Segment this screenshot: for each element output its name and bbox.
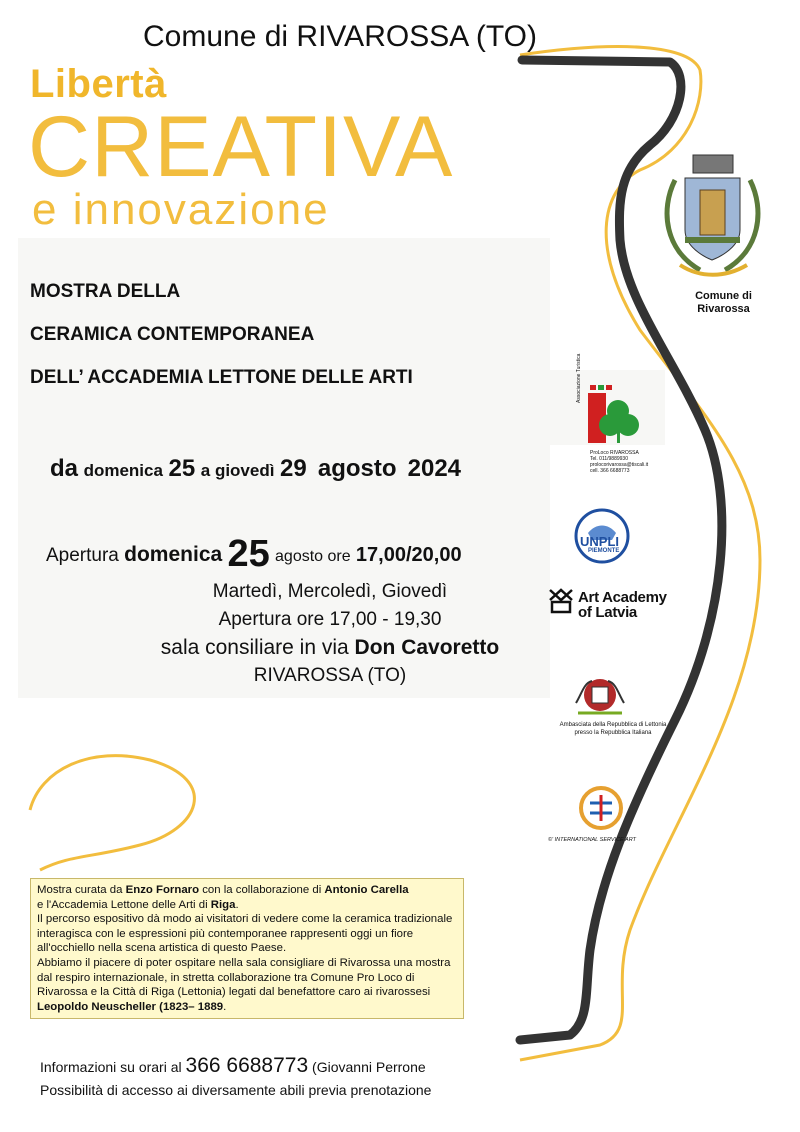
- schedule-hours: Apertura ore 17,00 - 19,30: [218, 609, 442, 630]
- date-range: [50, 455, 461, 483]
- date-agio: a giovedì: [200, 461, 275, 480]
- schedule-place: [40, 634, 620, 662]
- unpli-sub: PIEMONTE: [588, 548, 620, 554]
- latvia-emblem-icon: [570, 673, 630, 718]
- collaborator-name: Antonio Carella: [324, 884, 409, 896]
- date-month: agosto: [317, 455, 397, 482]
- isa-logo: [548, 785, 678, 850]
- note-text: Mostra curata da: [37, 884, 126, 896]
- footer-prefix: Informazioni su orari al: [40, 1059, 182, 1075]
- academy-line1: Art Academy: [578, 589, 667, 606]
- coat-of-arms: [655, 150, 770, 315]
- note-line-2: [37, 898, 457, 913]
- city-name: Riga: [210, 898, 236, 911]
- note-text: .: [223, 1000, 227, 1013]
- opening-label: Apertura: [46, 545, 119, 566]
- curator-note: [30, 878, 464, 1019]
- title-line: MOSTRA DELLA: [30, 281, 181, 302]
- schedule-info: [40, 578, 620, 690]
- note-line-1: [37, 883, 457, 898]
- exhibition-title: [30, 270, 413, 399]
- embassy-line2: presso la Repubblica Italiana: [574, 730, 652, 736]
- footer-phone: 366 6688773: [185, 1054, 309, 1077]
- note-paragraph-4: [37, 956, 457, 1014]
- note-text: .: [235, 898, 239, 911]
- art-academy-logo: [548, 588, 668, 633]
- date-start: 25: [168, 455, 196, 482]
- embassy-line1: Ambasciata della Repubblica di Lettonia: [559, 722, 667, 728]
- schedule-city: RIVAROSSA (TO): [253, 665, 407, 686]
- benefactor-name: Leopoldo Neuscheller (1823– 1889: [37, 1000, 224, 1013]
- opening-time: 17,00/20,00: [355, 544, 462, 566]
- opening-num: 25: [227, 533, 270, 575]
- title-line: CERAMICA CONTEMPORANEA: [30, 324, 315, 345]
- proloco-name: ProLoco RIVAROSSA: [590, 450, 639, 456]
- clover-icon: [578, 383, 648, 445]
- title-line: DELL’ ACCADEMIA LETTONE DELLE ARTI: [30, 367, 413, 388]
- isa-label: ©' INTERNATIONAL SERVICE ART: [548, 837, 636, 843]
- place-prefix: sala consiliare in via: [160, 636, 349, 659]
- schedule-days: Martedì, Mercoledì, Giovedì: [212, 581, 448, 602]
- footer-access: Possibilità di accesso ai diversamente abili previa prenotazione: [40, 1082, 432, 1098]
- opening-rest: agosto ore: [275, 548, 351, 565]
- note-text: e l'Accademia Lettone delle Arti di: [37, 898, 211, 911]
- proloco-side-text: Associazione Turistica: [576, 353, 582, 403]
- academy-icon: [548, 588, 574, 614]
- unpli-logo: [572, 508, 632, 578]
- proloco-logo: [576, 353, 658, 483]
- academy-line2: of Latvia: [578, 604, 637, 621]
- note-paragraph-3: Il percorso espositivo dà modo ai visitatori di vedere come la ceramica tradizionale interagisca con le espressioni più contemporanee rappresenti oggi un fiore all'occhiello nella scena artistica di questo Paese.: [37, 913, 453, 955]
- date-da: da: [50, 455, 79, 482]
- headline-innovazione: e innovazione: [32, 185, 330, 234]
- curator-name: Enzo Fornaro: [125, 884, 200, 896]
- coat-label-1: Comune di: [695, 290, 752, 302]
- date-year: 2024: [407, 455, 462, 482]
- opening-line: [46, 528, 462, 575]
- note-text: con la collaborazione di: [199, 884, 325, 896]
- proloco-email: prolocorivarossa@tiscali.it: [590, 462, 649, 468]
- town-header: Comune di RIVAROSSA (TO): [142, 20, 537, 53]
- proloco-tel: Tel. 011/9889930: [590, 456, 628, 462]
- headline-creativa: CREATIVA: [28, 99, 454, 195]
- headline-liberta: Libertà: [30, 62, 167, 106]
- embassy-logo: [538, 673, 688, 743]
- footer-person: (Giovanni Perrone: [312, 1059, 426, 1075]
- footer-info: [40, 1054, 426, 1078]
- coat-label-2: Rivarossa: [697, 303, 750, 315]
- isa-icon: [578, 785, 624, 831]
- place-name: Don Cavoretto: [354, 636, 500, 659]
- date-end: 29: [280, 455, 307, 482]
- coat-of-arms-icon: [655, 150, 770, 285]
- opening-day: domenica: [124, 543, 223, 566]
- yellow-swoosh-left: [30, 756, 194, 870]
- note-text: Abbiamo il piacere di poter ospitare nella sala consigliare di Rivarossa una mostra dal respiro internazionale, in stretta collaborazione tra Comune Pro Loco di Rivarossa e la Città di Riga (Lettonia) legati dal benefattore caro ai rivarossesi: [37, 956, 451, 999]
- date-dom: domenica: [83, 461, 163, 480]
- proloco-cell: cell. 366 6688773: [590, 468, 630, 474]
- unpli-text: UNPLI: [580, 534, 619, 549]
